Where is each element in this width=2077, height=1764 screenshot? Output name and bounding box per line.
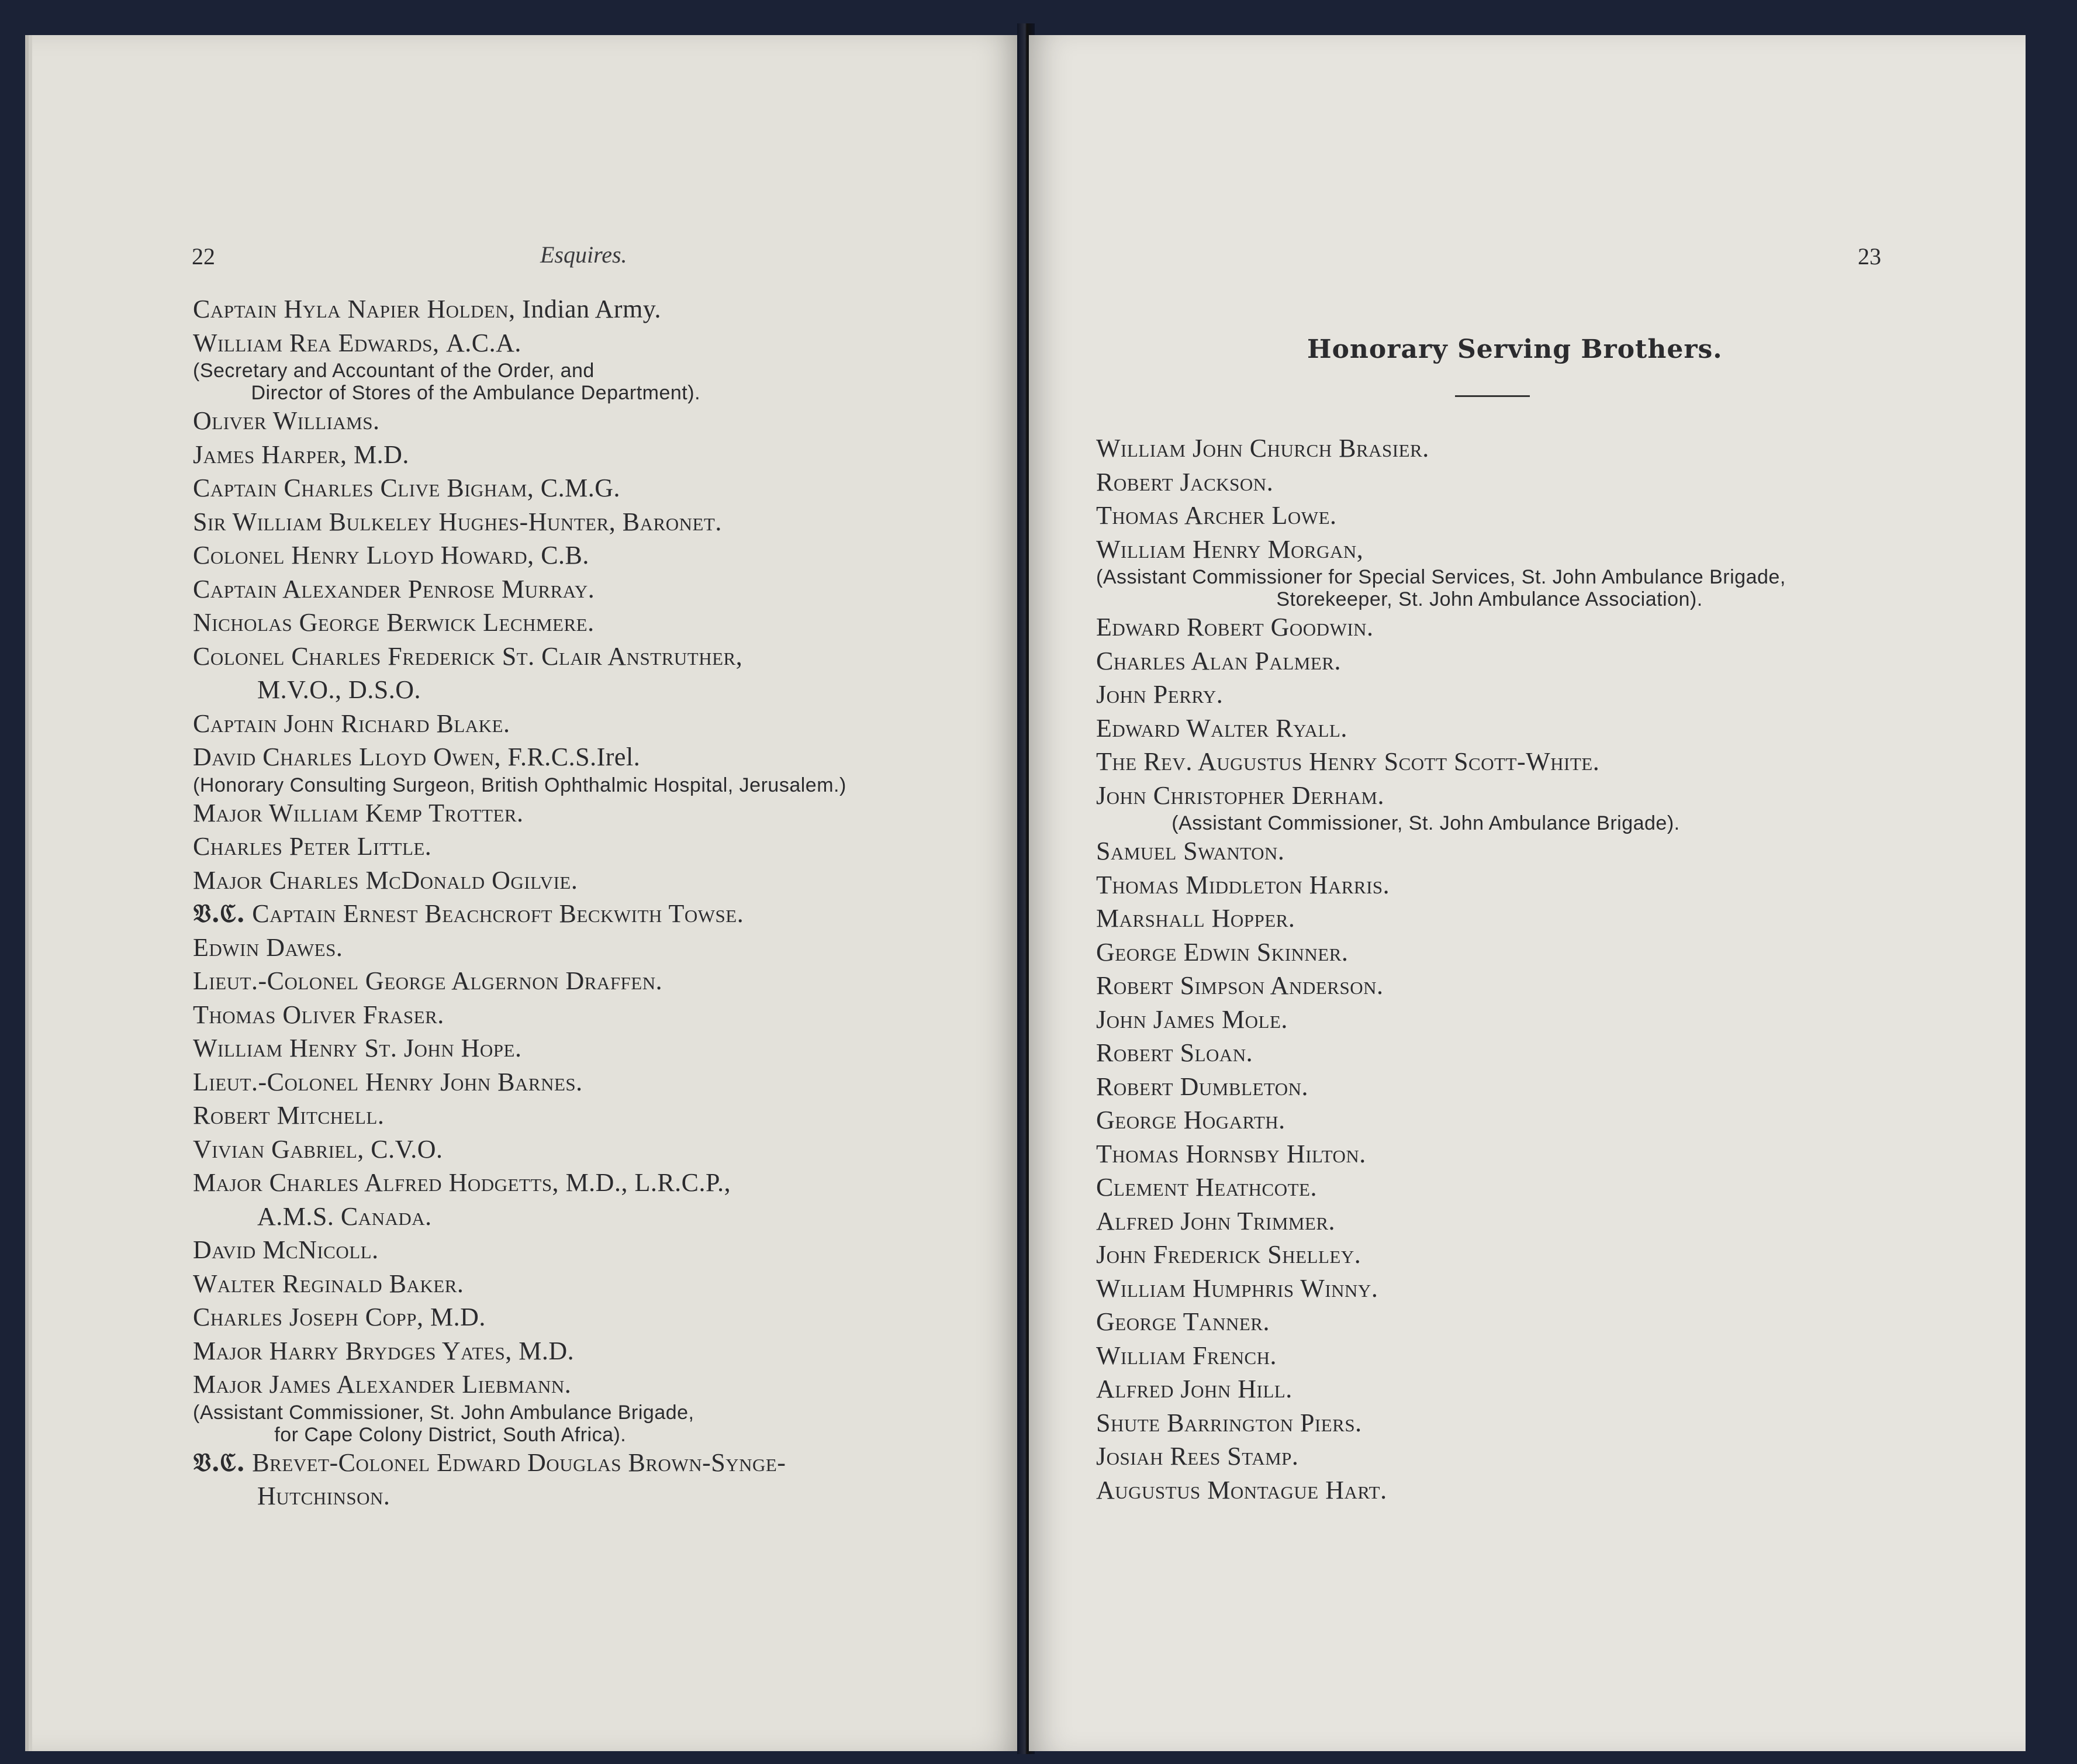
entry-suffix: M.D. — [519, 1336, 575, 1365]
entry-name: Lieut.-Colonel George Algernon Draffen. — [193, 966, 663, 995]
page-number-left: 22 — [192, 243, 215, 270]
name-entry — [193, 606, 846, 640]
name-entry — [1096, 1339, 1786, 1373]
name-entry — [1096, 834, 1786, 868]
name-entry — [193, 1166, 846, 1200]
entry-continuation: Hutchinson. — [257, 1482, 390, 1510]
name-entry — [193, 640, 846, 674]
entry-name: George Tanner. — [1096, 1307, 1270, 1336]
entry-name: William Henry St. John Hope. — [193, 1034, 522, 1062]
name-entry — [1096, 779, 1786, 813]
entry-suffix: M.D. — [353, 440, 409, 469]
name-entry — [193, 572, 846, 606]
entry-name: John Christopher Derham. — [1096, 781, 1384, 810]
name-entry — [1096, 1439, 1786, 1473]
name-entry — [1096, 431, 1786, 465]
entry-name: Shute Barrington Piers. — [1096, 1408, 1362, 1437]
entry-name: David Charles Lloyd Owen, — [193, 743, 508, 771]
entry-name: Lieut.-Colonel Henry John Barnes. — [193, 1067, 583, 1096]
entry-suffix: C.B. — [541, 541, 589, 569]
name-entry — [193, 1031, 846, 1065]
name-entry — [193, 438, 846, 472]
entry-name: George Hogarth. — [1096, 1106, 1285, 1134]
entry-name: William Henry Morgan, — [1096, 534, 1364, 564]
entry-name: William Rea Edwards, — [193, 328, 446, 357]
name-entry — [1096, 465, 1786, 499]
entry-name: Alfred John Hill. — [1096, 1375, 1292, 1403]
entry-note: (Assistant Commissioner, St. John Ambulance Brigade). — [1096, 812, 1680, 834]
name-entry — [193, 864, 846, 897]
name-entry — [1096, 1473, 1786, 1507]
entry-name: Augustus Montague Hart. — [1096, 1475, 1387, 1504]
name-entry — [193, 796, 846, 830]
name-entry — [193, 1133, 846, 1166]
entry-name: William Humphris Winny. — [1096, 1273, 1378, 1303]
name-entry — [1096, 533, 1786, 567]
name-entry — [193, 707, 846, 741]
entry-suffix: M.D. — [430, 1303, 486, 1331]
title-rule — [1455, 395, 1530, 397]
name-entry — [1096, 1406, 1786, 1440]
name-entry — [1096, 868, 1786, 902]
entry-name: Edwin Dawes. — [193, 933, 343, 962]
page-number-right: 23 — [1858, 243, 1881, 270]
name-entry — [1096, 499, 1786, 533]
name-entry — [1096, 1036, 1786, 1070]
entry-name: Major William Kemp Trotter. — [193, 798, 524, 827]
name-entry — [193, 471, 846, 505]
entry-name: Major Charles McDonald Ogilvie. — [193, 865, 578, 895]
entry-suffix: F.R.C.S.Irel. — [507, 743, 641, 771]
entry-name: Thomas Middleton Harris. — [1096, 870, 1390, 899]
name-entry — [193, 326, 846, 360]
name-entry — [193, 404, 846, 438]
entry-name: John James Mole. — [1096, 1004, 1288, 1034]
name-entry — [193, 998, 846, 1032]
entry-name: Alfred John Trimmer. — [1096, 1206, 1336, 1235]
name-entry — [1096, 1003, 1786, 1037]
entry-name: Captain Alexander Penrose Murray. — [193, 574, 595, 603]
esquires-list — [193, 292, 846, 1513]
entry-name: Major Charles Alfred Hodgetts, — [193, 1168, 566, 1197]
entry-name: Charles Peter Little. — [193, 832, 432, 861]
entry-name: The Rev. Augustus Henry Scott Scott-White. — [1096, 747, 1600, 776]
name-entry — [193, 1368, 846, 1401]
name-entry — [193, 931, 846, 965]
entry-note: (Assistant Commissioner for Special Services, St. John Ambulance Brigade, Storekeeper, St. John Ambulance Association). — [1096, 566, 1786, 610]
entry-name: Captain John Richard Blake. — [193, 709, 510, 738]
entry-name: John Perry. — [1096, 680, 1224, 709]
entry-note: (Assistant Commissioner, St. John Ambulance Brigade, for Cape Colony District, South Africa). — [193, 1401, 694, 1446]
entry-suffix: C.V.O. — [371, 1134, 443, 1164]
name-entry — [1096, 1238, 1786, 1272]
entry-suffix: M.D., L.R.C.P., — [565, 1168, 731, 1197]
name-entry — [1096, 745, 1786, 779]
entry-name: John Frederick Shelley. — [1096, 1240, 1361, 1269]
entry-name: Major James Alexander Liebmann. — [193, 1370, 572, 1399]
name-entry — [1096, 935, 1786, 969]
name-entry — [1096, 1070, 1786, 1104]
name-entry — [193, 1334, 846, 1368]
entry-name: William French. — [1096, 1341, 1277, 1370]
entry-name: Captain Ernest Beachcroft Beckwith Towse. — [245, 899, 744, 928]
name-entry — [1096, 969, 1786, 1003]
running-head: Esquires. — [540, 241, 627, 268]
entry-name: Walter Reginald Baker. — [193, 1269, 464, 1298]
entry-name: Edward Walter Ryall. — [1096, 713, 1347, 743]
entry-name: Captain Hyla Napier Holden, — [193, 295, 523, 323]
entry-name: Marshall Hopper. — [1096, 904, 1295, 933]
entry-name: David McNicoll. — [193, 1235, 379, 1264]
name-entry — [1096, 1137, 1786, 1171]
name-entry — [193, 505, 846, 539]
entry-name: Robert Dumbleton. — [1096, 1072, 1309, 1101]
entry-continuation: A.M.S. Canada. — [257, 1202, 432, 1231]
name-entry — [1096, 1103, 1786, 1137]
entry-name: Colonel Charles Frederick St. Clair Anstruther, — [193, 641, 743, 671]
entry-name: Robert Jackson. — [1096, 467, 1274, 496]
name-entry — [1096, 1372, 1786, 1406]
name-entry — [1096, 902, 1786, 935]
victoria-cross-mark: 𝔙.ℭ. — [193, 899, 246, 928]
entry-name: William John Church Brasier. — [1096, 434, 1429, 462]
entry-continuation: M.V.O., D.S.O. — [257, 675, 421, 704]
entry-name: Charles Alan Palmer. — [1096, 646, 1341, 675]
entry-name: Major Harry Brydges Yates, — [193, 1336, 519, 1365]
entry-name: Robert Simpson Anderson. — [1096, 971, 1384, 1000]
name-entry — [193, 538, 846, 572]
victoria-cross-mark: 𝔙.ℭ. — [193, 1447, 246, 1478]
entry-name: Robert Sloan. — [1096, 1038, 1253, 1067]
entry-name: George Edwin Skinner. — [1096, 937, 1349, 966]
serving-brothers-list — [1096, 431, 1786, 1507]
name-entry — [1096, 1272, 1786, 1306]
name-entry — [193, 1300, 846, 1334]
entry-name: Thomas Archer Lowe. — [1096, 501, 1337, 530]
name-entry — [1096, 678, 1786, 712]
entry-note: (Honorary Consulting Surgeon, British Ophthalmic Hospital, Jerusalem.) — [193, 774, 846, 796]
name-entry — [1096, 644, 1786, 678]
entry-name: Nicholas George Berwick Lechmere. — [193, 608, 595, 637]
name-entry — [193, 1065, 846, 1099]
name-entry — [193, 1233, 846, 1267]
entry-name: Robert Mitchell. — [193, 1101, 385, 1130]
name-entry — [1096, 1171, 1786, 1204]
name-entry — [193, 292, 846, 326]
name-entry — [193, 1267, 846, 1301]
entry-name: Colonel Henry Lloyd Howard, — [193, 541, 541, 569]
entry-name: James Harper, — [193, 440, 354, 469]
entry-name: Thomas Hornsby Hilton. — [1096, 1139, 1366, 1168]
entry-suffix: A.C.A. — [445, 328, 521, 357]
entry-name: Samuel Swanton. — [1096, 837, 1285, 865]
entry-name: Vivian Gabriel, — [193, 1134, 371, 1164]
name-entry — [1096, 1305, 1786, 1339]
name-entry — [193, 1446, 846, 1480]
entry-note: (Secretary and Accountant of the Order, and Director of Stores of the Ambulance Department). — [193, 360, 701, 404]
section-title: Honorary Serving Brothers. — [1307, 334, 1723, 364]
name-entry — [193, 1099, 846, 1133]
entry-suffix: Indian Army. — [522, 295, 661, 323]
name-entry — [1096, 1204, 1786, 1238]
name-entry — [193, 830, 846, 864]
entry-name: Clement Heathcote. — [1096, 1173, 1317, 1202]
entry-name: Josiah Rees Stamp. — [1096, 1442, 1299, 1470]
name-entry — [193, 964, 846, 998]
name-entry — [1096, 712, 1786, 745]
entry-name: Captain Charles Clive Bigham, — [193, 474, 541, 502]
entry-name: Thomas Oliver Fraser. — [193, 1000, 444, 1029]
entry-name: Oliver Williams. — [193, 406, 380, 435]
entry-name: Brevet-Colonel Edward Douglas Brown-Synge- — [245, 1448, 786, 1477]
name-entry — [1096, 610, 1786, 644]
entry-name: Edward Robert Goodwin. — [1096, 613, 1374, 641]
name-entry — [193, 897, 846, 931]
entry-suffix: C.M.G. — [540, 474, 621, 502]
entry-name: Charles Joseph Copp, — [193, 1303, 430, 1331]
entry-name: Sir William Bulkeley Hughes-Hunter, Baronet. — [193, 507, 722, 536]
name-entry — [193, 740, 846, 774]
